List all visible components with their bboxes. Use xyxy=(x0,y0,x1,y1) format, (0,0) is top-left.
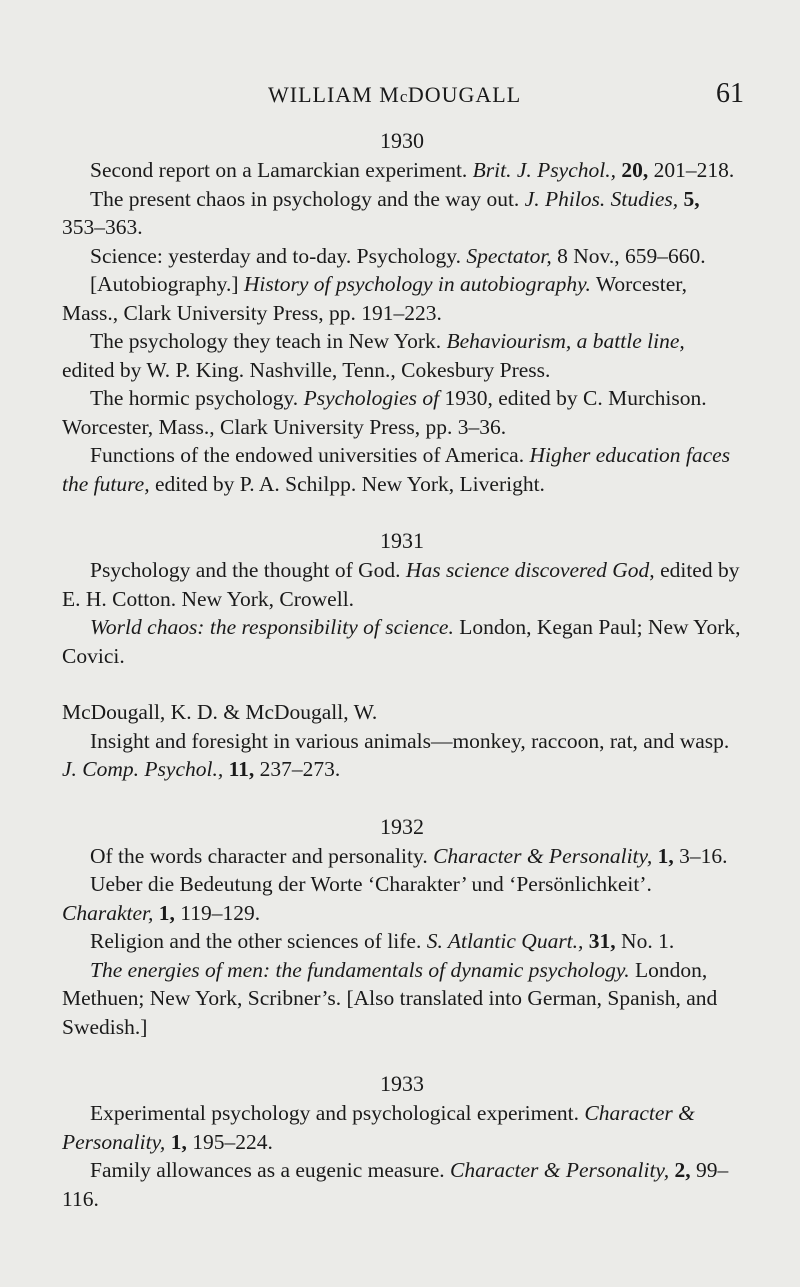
running-head-title xyxy=(268,82,521,108)
entry-details: London, Kegan Paul; New York, Covici. xyxy=(62,615,741,668)
running-head xyxy=(0,78,800,112)
year-heading-1933: 1933 xyxy=(380,1071,424,1096)
entry-details: edited by W. P. King. Nashville, Tenn., Cokesbury Press. xyxy=(62,357,551,382)
bibliography-entry xyxy=(62,156,742,185)
entry-details: 237–273. xyxy=(254,757,341,781)
entry-source: Character & Personality, xyxy=(433,843,653,868)
bibliography-entry xyxy=(62,384,742,441)
year-heading-1930: 1930 xyxy=(380,128,424,153)
entry-details: 1930, edited by C. Murchison. Worcester, Mass., Clark University Press, pp. 3–36. xyxy=(62,386,707,439)
entry-details: No. 1. xyxy=(615,929,675,953)
entry-title: Science: yesterday and to-day. Psychology. xyxy=(90,243,467,268)
entry-source: Psychologies of xyxy=(303,386,440,410)
entry-details: London, Methuen; New York, Scribner’s. [Also translated into German, Spanish, and Swedish.] xyxy=(62,957,718,1039)
entry-source: J. Comp. Psychol., xyxy=(62,757,224,781)
entry-title: Of the words character and personality. xyxy=(90,843,434,868)
entry-title: Experimental psychology and psychological experiment. xyxy=(90,1101,585,1125)
entry-details: Worcester, Mass., Clark University Press, pp. 191–223. xyxy=(62,272,687,325)
entry-title: [Autobiography.] xyxy=(90,272,244,296)
section-gap xyxy=(62,784,742,812)
entry-details: 99–116. xyxy=(62,1158,729,1211)
bibliography-entry xyxy=(62,1156,742,1213)
entry-volume: 1, xyxy=(165,1129,187,1154)
entry-source: J. Philos. Studies, xyxy=(524,186,679,211)
entry-source: Behaviourism, a battle line, xyxy=(446,329,685,353)
entry-title: Ueber die Bedeutung der Worte ‘Charakter’ und ‘Persönlichkeit’. xyxy=(90,872,652,896)
entry-volume: 20, xyxy=(615,158,649,182)
entry-source: History of psychology in autobiography. xyxy=(243,272,591,296)
author-heading: McDougall, K. D. & McDougall, W. xyxy=(62,700,378,724)
entry-title: Insight and foresight in various animals—monkey, raccoon, rat, and wasp. xyxy=(90,728,730,753)
entry-details: 353–363. xyxy=(62,215,143,239)
bibliography-entry xyxy=(62,927,742,956)
entry-title: Religion and the other sciences of life. xyxy=(90,929,427,953)
entry-volume: 1, xyxy=(153,900,175,925)
year-heading-1931: 1931 xyxy=(380,528,424,553)
running-head-title-small-cap: c xyxy=(399,87,408,106)
section-gap xyxy=(62,498,742,526)
entry-volume: 1, xyxy=(652,843,674,868)
bibliography-entry xyxy=(62,956,742,1042)
bibliography-body xyxy=(62,126,742,1213)
entry-details: edited by E. H. Cotton. New York, Crowell. xyxy=(62,558,740,611)
entry-source: Character & Personality, xyxy=(62,1101,695,1154)
entry-details: 201–218. xyxy=(648,158,735,182)
entry-title: Psychology and the thought of God. xyxy=(90,558,406,582)
entry-source: Higher education faces the future, xyxy=(62,443,731,496)
entry-title: Second report on a Lamarckian experiment. xyxy=(90,158,473,182)
bibliography-entry xyxy=(62,556,742,613)
bibliography-entry xyxy=(62,842,742,871)
entry-book-title: The energies of men: the fundamentals of dynamic psychology. xyxy=(90,957,630,982)
entry-source: Character & Personality, xyxy=(450,1158,670,1182)
entry-details: 195–224. xyxy=(186,1129,273,1154)
year-heading-1932: 1932 xyxy=(380,813,424,839)
page-number: 61 xyxy=(716,78,744,109)
entry-title: The present chaos in psychology and the way out. xyxy=(90,186,525,211)
bibliography-entry xyxy=(62,327,742,384)
entry-volume: 5, xyxy=(683,186,700,211)
bibliography-entry xyxy=(62,185,742,242)
entry-title: Functions of the endowed universities of America. xyxy=(90,443,530,467)
entry-volume: 11, xyxy=(223,757,255,781)
running-head-title-rest: DOUGALL xyxy=(407,82,522,107)
entry-details: edited by P. A. Schilpp. New York, Liveright. xyxy=(149,471,545,496)
bibliography-entry xyxy=(62,270,742,327)
bibliography-entry xyxy=(62,613,742,670)
running-head-title-part: WILLIAM M xyxy=(268,82,400,107)
entry-source: Charakter, xyxy=(62,900,154,925)
entry-title: Family allowances as a eugenic measure. xyxy=(90,1158,450,1182)
bibliography-entry xyxy=(62,441,742,498)
entry-volume: 2, xyxy=(669,1158,691,1182)
entry-details: 3–16. xyxy=(673,843,728,868)
section-gap xyxy=(62,1041,742,1069)
entry-title: The psychology they teach in New York. xyxy=(90,329,447,353)
entry-details: 119–129. xyxy=(174,900,261,925)
entry-source: S. Atlantic Quart., xyxy=(426,929,584,953)
bibliography-entry xyxy=(62,870,742,927)
section-gap xyxy=(62,670,742,698)
entry-source: Has science discovered God, xyxy=(405,558,655,582)
bibliography-entry xyxy=(62,727,742,784)
entry-source: Brit. J. Psychol., xyxy=(472,158,616,182)
entry-book-title: World chaos: the responsibility of science. xyxy=(90,615,454,639)
entry-details: 8 Nov., 659–660. xyxy=(551,243,706,268)
entry-source: Spectator, xyxy=(466,243,552,268)
entry-title: The hormic psychology. xyxy=(90,386,304,410)
bibliography-entry xyxy=(62,242,742,271)
entry-volume: 31, xyxy=(583,929,616,953)
bibliography-entry xyxy=(62,1099,742,1156)
